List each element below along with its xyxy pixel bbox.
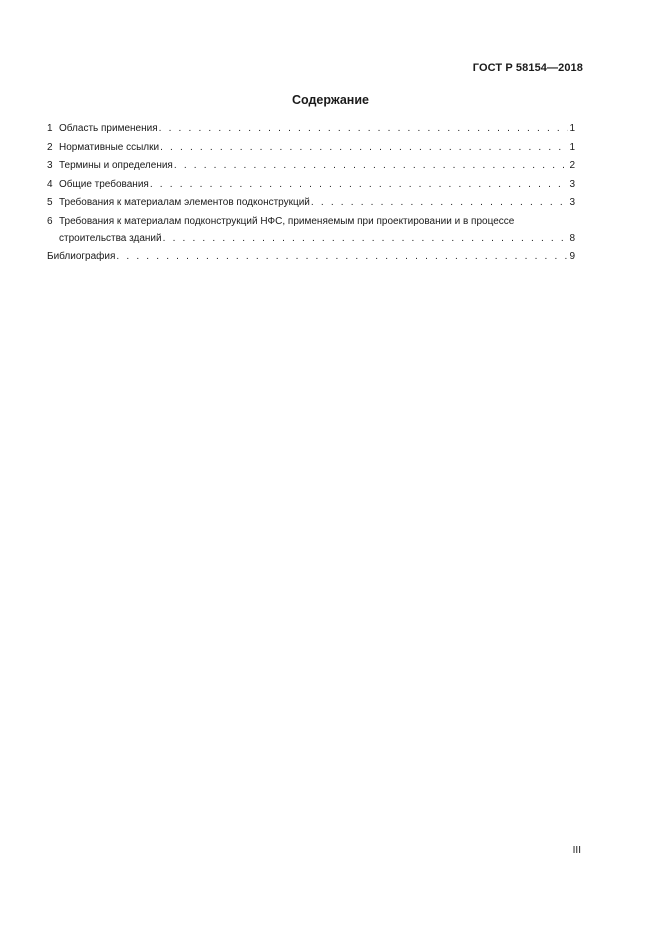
toc-entry-page: 3 [569, 197, 575, 208]
toc-entry-bibliography[interactable] [47, 250, 575, 263]
dot-leader [311, 196, 569, 209]
toc-entry-label-continued: строительства зданий [59, 232, 162, 244]
toc-entry-page: 9 [569, 251, 575, 262]
dot-leader [116, 250, 568, 263]
toc-entry-label: Требования к материалам элементов подконструкций [59, 197, 310, 208]
standard-code: ГОСТ Р 58154—2018 [472, 62, 583, 74]
toc-title: Содержание [291, 93, 369, 107]
toc-entry-page: 2 [569, 160, 575, 171]
toc-entry-number: 5 [47, 197, 53, 208]
toc-entry-label: Требования к материалам подконструкций НФС, применяемым при проектировании и в процессе [59, 215, 515, 227]
table-of-contents [47, 122, 575, 269]
toc-entry-label: Нормативные ссылки [59, 141, 160, 153]
dot-leader [163, 232, 569, 245]
toc-entry[interactable] [47, 141, 575, 154]
toc-entry-number: 2 [47, 141, 53, 153]
toc-entry[interactable] [47, 178, 575, 191]
toc-entry-label: Термины и определения [59, 160, 173, 171]
toc-entry[interactable] [47, 196, 575, 209]
toc-entry-number: 6 [47, 215, 53, 227]
toc-entry-page: 1 [569, 123, 575, 134]
toc-entry-page: 1 [569, 141, 575, 153]
toc-entry-number: 1 [47, 123, 53, 134]
toc-entry-number: 4 [47, 178, 53, 190]
toc-entry-label: Общие требования [59, 178, 149, 190]
page-number: III [572, 845, 581, 856]
dot-leader [159, 122, 569, 135]
toc-entry[interactable] [47, 159, 575, 172]
toc-entry-page: 8 [569, 232, 575, 244]
toc-entry-label: Библиография [47, 251, 116, 262]
toc-entry[interactable] [47, 215, 575, 245]
toc-entry-page: 3 [569, 178, 575, 190]
toc-entry[interactable] [47, 122, 575, 135]
dot-leader [160, 141, 568, 154]
dot-leader [150, 178, 569, 191]
toc-entry-label: Область применения [59, 123, 158, 134]
toc-entry-number: 3 [47, 160, 53, 171]
dot-leader [174, 159, 569, 172]
